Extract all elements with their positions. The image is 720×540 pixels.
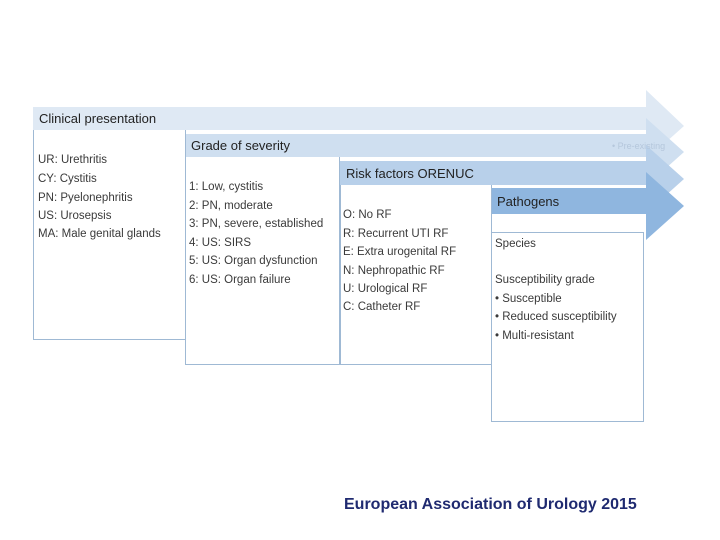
list-item: UR: Urethritis bbox=[38, 154, 108, 166]
list-item: N: Nephropathic RF bbox=[343, 265, 445, 277]
pathogens-header: Pathogens bbox=[497, 193, 560, 209]
list-item: U: Urological RF bbox=[343, 283, 428, 295]
grade-of-severity-header: Grade of severity bbox=[191, 138, 290, 153]
list-item: 4: US: SIRS bbox=[189, 237, 251, 249]
list-item: R: Recurrent UTI RF bbox=[343, 228, 449, 240]
list-item: Susceptibility grade bbox=[495, 274, 595, 286]
faint-label: • Pre-existing bbox=[612, 141, 666, 151]
list-item: • Susceptible bbox=[495, 293, 562, 305]
list-item: 5: US: Organ dysfunction bbox=[189, 255, 318, 267]
list-item: • Reduced susceptibility bbox=[495, 311, 617, 323]
list-item: 6: US: Organ failure bbox=[189, 274, 291, 286]
list-item: CY: Cystitis bbox=[38, 173, 97, 185]
list-item: 1: Low, cystitis bbox=[189, 181, 264, 193]
list-item: Species bbox=[495, 238, 536, 250]
footer-organization: European Association of Urology 2015 bbox=[344, 496, 637, 513]
list-item: 2: PN, moderate bbox=[189, 200, 273, 212]
list-item: MA: Male genital glands bbox=[38, 228, 161, 240]
list-item: PN: Pyelonephritis bbox=[38, 192, 133, 204]
list-item: O: No RF bbox=[343, 209, 392, 221]
list-item: • Multi-resistant bbox=[495, 330, 574, 342]
list-item: E: Extra urogenital RF bbox=[343, 246, 457, 258]
clinical-presentation-header: Clinical presentation bbox=[39, 111, 157, 126]
list-item: US: Urosepsis bbox=[38, 210, 112, 222]
list-item: 3: PN, severe, established bbox=[189, 218, 324, 230]
list-item: C: Catheter RF bbox=[343, 301, 421, 313]
pathogens-box bbox=[491, 232, 644, 422]
risk-factors-header: Risk factors ORENUC bbox=[346, 165, 474, 181]
